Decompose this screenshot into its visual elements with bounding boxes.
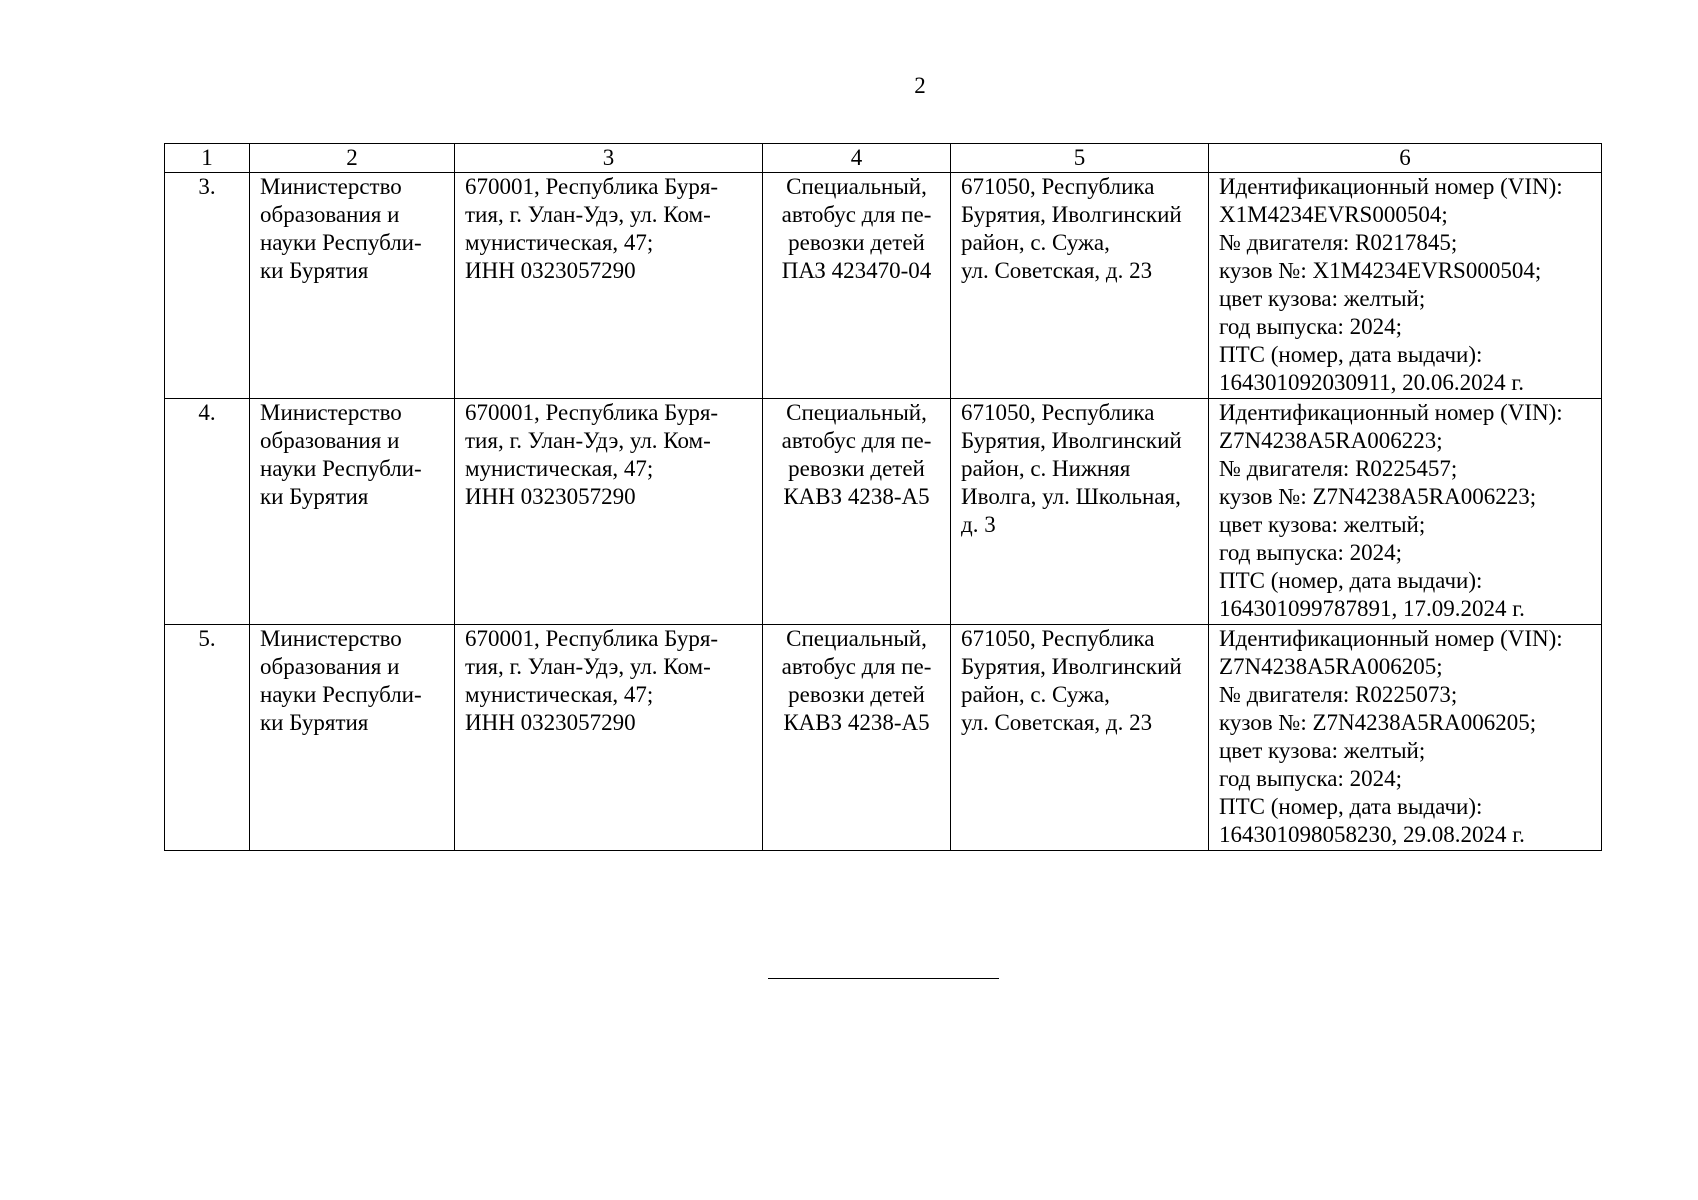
cell-line: цвет кузова: желтый;	[1219, 286, 1426, 311]
cell-line: КАВЗ 4238-А5	[783, 484, 930, 509]
cell-line: Специальный,	[786, 174, 927, 199]
cell-line: кузов №: X1M4234EVRS000504;	[1219, 258, 1542, 283]
cell-line: кузов №: Z7N4238A5RA006205;	[1219, 710, 1537, 735]
column-header: 5	[951, 144, 1209, 173]
cell-line: X1M4234EVRS000504;	[1219, 202, 1448, 227]
cell-line: ИНН 0323057290	[465, 258, 636, 283]
cell-line: № двигателя: R0225457;	[1219, 456, 1458, 481]
cell-line: науки Республи-	[260, 230, 422, 255]
details-cell	[1209, 173, 1602, 399]
cell-line: 164301092030911, 20.06.2024 г.	[1219, 370, 1524, 395]
cell-line: Z7N4238A5RA006205;	[1219, 654, 1443, 679]
cell-line: ревозки детей	[788, 456, 925, 481]
cell-line: тия, г. Улан-Удэ, ул. Ком-	[465, 654, 711, 679]
details-cell	[1209, 399, 1602, 625]
row-number-cell: 5.	[165, 625, 250, 851]
cell-line: ПТС (номер, дата выдачи):	[1219, 794, 1483, 819]
table-row	[165, 173, 1602, 399]
owner-address-cell	[455, 625, 763, 851]
cell-line: Бурятия, Иволгинский	[961, 202, 1182, 227]
vehicle-cell	[763, 399, 951, 625]
cell-line: цвет кузова: желтый;	[1219, 512, 1426, 537]
cell-line: ревозки детей	[788, 682, 925, 707]
table-row	[165, 625, 1602, 851]
table-body	[165, 173, 1602, 851]
cell-line: район, с. Сужа,	[961, 682, 1110, 707]
cell-line: Специальный,	[786, 626, 927, 651]
cell-line: образования и	[260, 202, 400, 227]
cell-line: науки Республи-	[260, 456, 422, 481]
cell-line: Бурятия, Иволгинский	[961, 428, 1182, 453]
cell-line: ки Бурятия	[260, 258, 369, 283]
owner-cell	[250, 173, 455, 399]
vehicle-cell	[763, 625, 951, 851]
cell-line: образования и	[260, 428, 400, 453]
cell-line: Специальный,	[786, 400, 927, 425]
cell-line: мунистическая, 47;	[465, 456, 654, 481]
cell-line: ИНН 0323057290	[465, 710, 636, 735]
cell-line: Министерство	[260, 174, 402, 199]
column-header: 6	[1209, 144, 1602, 173]
cell-line: год выпуска: 2024;	[1219, 314, 1403, 339]
cell-line: автобус для пе-	[781, 202, 932, 227]
vehicle-cell	[763, 173, 951, 399]
cell-line: год выпуска: 2024;	[1219, 540, 1403, 565]
footer-divider	[768, 978, 999, 979]
table-row	[165, 399, 1602, 625]
cell-line: 670001, Республика Буря-	[465, 174, 719, 199]
cell-line: д. 3	[961, 512, 996, 537]
cell-line: № двигателя: R0217845;	[1219, 230, 1458, 255]
owner-address-cell	[455, 399, 763, 625]
table-header-row	[165, 144, 1602, 173]
column-header: 4	[763, 144, 951, 173]
cell-line: ИНН 0323057290	[465, 484, 636, 509]
location-cell	[951, 173, 1209, 399]
cell-line: № двигателя: R0225073;	[1219, 682, 1458, 707]
cell-line: цвет кузова: желтый;	[1219, 738, 1426, 763]
cell-line: тия, г. Улан-Удэ, ул. Ком-	[465, 202, 711, 227]
owner-cell	[250, 399, 455, 625]
page-number: 2	[914, 73, 926, 98]
cell-line: Иволга, ул. Школьная,	[961, 484, 1181, 509]
cell-line: год выпуска: 2024;	[1219, 766, 1403, 791]
cell-line: Идентификационный номер (VIN):	[1219, 174, 1563, 199]
location-cell	[951, 399, 1209, 625]
column-header: 1	[165, 144, 250, 173]
vehicle-table	[164, 143, 1602, 851]
cell-line: ул. Советская, д. 23	[961, 710, 1153, 735]
cell-line: ПАЗ 423470-04	[781, 258, 932, 283]
cell-line: ки Бурятия	[260, 484, 369, 509]
location-cell	[951, 625, 1209, 851]
owner-cell	[250, 625, 455, 851]
cell-line: 671050, Республика	[961, 626, 1155, 651]
cell-line: тия, г. Улан-Удэ, ул. Ком-	[465, 428, 711, 453]
row-number-cell: 3.	[165, 173, 250, 399]
details-cell	[1209, 625, 1602, 851]
cell-line: науки Республи-	[260, 682, 422, 707]
column-header: 2	[250, 144, 455, 173]
cell-line: 670001, Республика Буря-	[465, 626, 719, 651]
cell-line: кузов №: Z7N4238A5RA006223;	[1219, 484, 1537, 509]
cell-line: Бурятия, Иволгинский	[961, 654, 1182, 679]
cell-line: район, с. Сужа,	[961, 230, 1110, 255]
row-number-cell: 4.	[165, 399, 250, 625]
cell-line: Z7N4238A5RA006223;	[1219, 428, 1443, 453]
cell-line: КАВЗ 4238-А5	[783, 710, 930, 735]
cell-line: ул. Советская, д. 23	[961, 258, 1153, 283]
cell-line: образования и	[260, 654, 400, 679]
column-header: 3	[455, 144, 763, 173]
cell-line: ПТС (номер, дата выдачи):	[1219, 342, 1483, 367]
cell-line: ревозки детей	[788, 230, 925, 255]
cell-line: 164301098058230, 29.08.2024 г.	[1219, 822, 1525, 847]
cell-line: 671050, Республика	[961, 400, 1155, 425]
cell-line: ПТС (номер, дата выдачи):	[1219, 568, 1483, 593]
cell-line: мунистическая, 47;	[465, 682, 654, 707]
cell-line: автобус для пе-	[781, 428, 932, 453]
owner-address-cell	[455, 173, 763, 399]
cell-line: автобус для пе-	[781, 654, 932, 679]
cell-line: 671050, Республика	[961, 174, 1155, 199]
cell-line: Идентификационный номер (VIN):	[1219, 626, 1563, 651]
cell-line: 164301099787891, 17.09.2024 г.	[1219, 596, 1525, 621]
cell-line: мунистическая, 47;	[465, 230, 654, 255]
cell-line: Идентификационный номер (VIN):	[1219, 400, 1563, 425]
cell-line: район, с. Нижняя	[961, 456, 1131, 481]
cell-line: Министерство	[260, 400, 402, 425]
cell-line: Министерство	[260, 626, 402, 651]
cell-line: ки Бурятия	[260, 710, 369, 735]
cell-line: 670001, Республика Буря-	[465, 400, 719, 425]
